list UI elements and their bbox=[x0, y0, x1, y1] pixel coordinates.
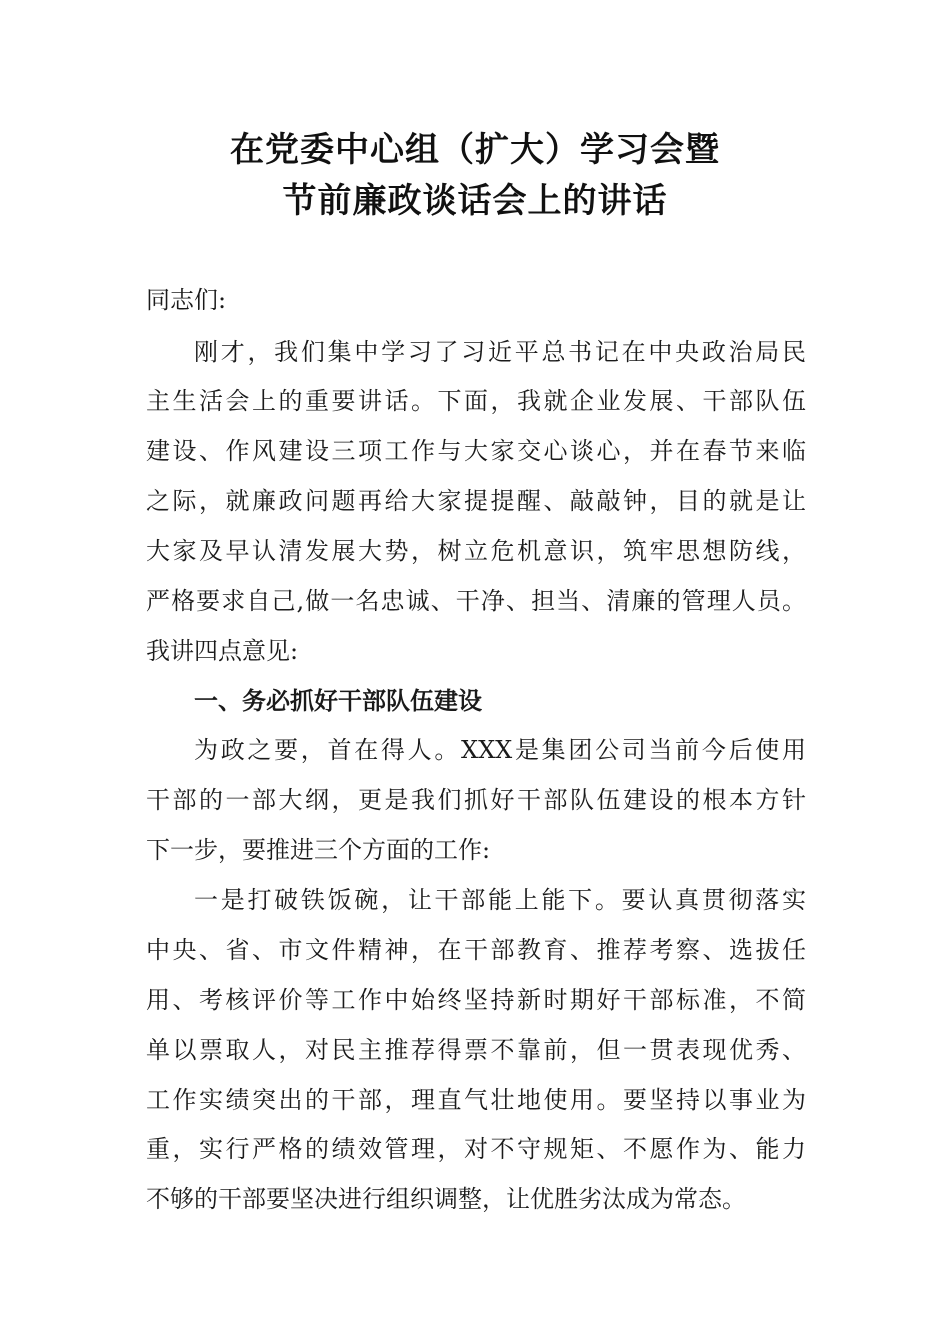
paragraph-line: 之际，就廉政问题再给大家提提醒、敲敲钟，目的就是让 bbox=[146, 487, 806, 515]
paragraph-line: 重，实行严格的绩效管理，对不守规矩、不愿作为、能力 bbox=[146, 1135, 806, 1163]
paragraph-line: 刚才，我们集中学习了习近平总书记在中央政治局民 bbox=[194, 338, 806, 366]
paragraph-line: 用、考核评价等工作中始终坚持新时期好干部标准，不简 bbox=[146, 986, 806, 1014]
section-heading: 一、务必抓好干部队伍建设 bbox=[194, 687, 482, 715]
salutation: 同志们: bbox=[146, 286, 227, 314]
paragraph-line: 主生活会上的重要讲话。下面，我就企业发展、干部队伍 bbox=[146, 387, 806, 415]
paragraph-line: 工作实绩突出的干部，理直气壮地使用。要坚持以事业为 bbox=[146, 1086, 806, 1114]
paragraph-line: 下一步，要推进三个方面的工作: bbox=[146, 836, 491, 864]
paragraph-line: 不够的干部要坚决进行组织调整，让优胜劣汰成为常态。 bbox=[146, 1185, 746, 1213]
paragraph-line: 一是打破铁饭碗，让干部能上能下。要认真贯彻落实 bbox=[194, 886, 806, 914]
paragraph-line: 为政之要，首在得人。XXX是集团公司当前今后使用 bbox=[194, 736, 806, 764]
document-title-line-2: 节前廉政谈话会上的讲话 bbox=[282, 181, 668, 221]
paragraph-line: 大家及早认清发展大势，树立危机意识，筑牢思想防线， bbox=[146, 537, 806, 565]
paragraph-line: 我讲四点意见: bbox=[146, 637, 299, 665]
paragraph-line: 建设、作风建设三项工作与大家交心谈心，并在春节来临 bbox=[146, 437, 806, 465]
paragraph-line: 中央、省、市文件精神，在干部教育、推荐考察、选拔任 bbox=[146, 936, 806, 964]
paragraph-line: 严格要求自己,做一名忠诚、干净、担当、清廉的管理人员。 bbox=[146, 587, 806, 615]
paragraph-line: 单以票取人，对民主推荐得票不靠前，但一贯表现优秀、 bbox=[146, 1036, 806, 1064]
paragraph-line: 干部的一部大纲，更是我们抓好干部队伍建设的根本方针 bbox=[146, 786, 806, 814]
document-title-line-1: 在党委中心组（扩大）学习会暨 bbox=[230, 130, 720, 170]
